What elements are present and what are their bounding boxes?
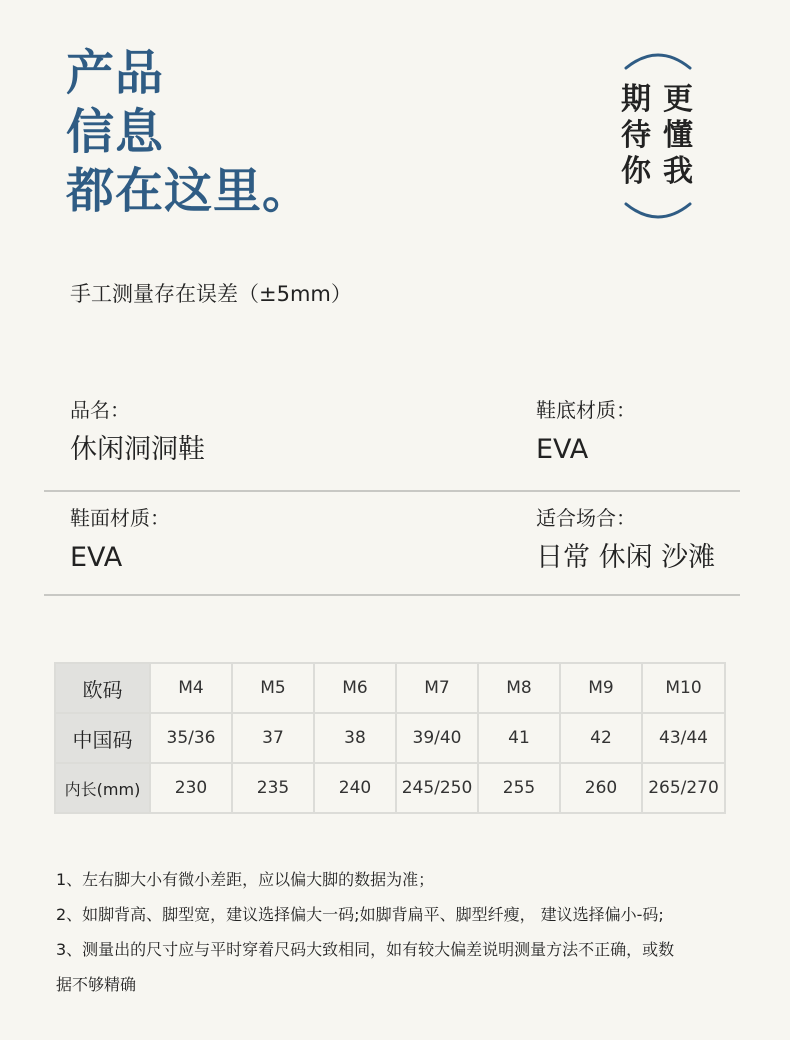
- table-cell: M9: [560, 663, 642, 713]
- info-cell-name: [70, 396, 205, 472]
- info-row: [44, 492, 740, 596]
- table-cell: M10: [642, 663, 725, 713]
- info-value: 休闲洞洞鞋: [70, 434, 205, 465]
- info-row: [44, 386, 740, 492]
- table-cell: M5: [232, 663, 314, 713]
- table-cell: 240: [314, 763, 396, 813]
- table-cell: 38: [314, 713, 396, 763]
- note-item: 据不够精确: [56, 975, 137, 994]
- info-value: 日常 休闲 沙滩: [536, 542, 716, 573]
- table-row: [55, 763, 725, 813]
- size-table: [54, 662, 726, 814]
- info-value: EVA: [536, 434, 589, 465]
- table-cell: 35/36: [150, 713, 232, 763]
- table-cell: 43/44: [642, 713, 725, 763]
- table-cell: 42: [560, 713, 642, 763]
- table-cell: 265/270: [642, 763, 725, 813]
- table-cell: 41: [478, 713, 560, 763]
- table-row: [55, 663, 725, 713]
- table-cell: M7: [396, 663, 478, 713]
- table-cell: 37: [232, 713, 314, 763]
- sizing-notes: [56, 862, 746, 1002]
- info-label: 鞋底材质：: [536, 398, 636, 422]
- slogan-left-column: [617, 82, 655, 190]
- slogan-char: 期: [621, 82, 651, 117]
- info-label: 适合场合：: [536, 506, 636, 530]
- slogan-char: 你: [621, 154, 651, 189]
- product-info: [44, 386, 740, 596]
- info-cell-sole: [536, 396, 636, 472]
- table-cell: 39/40: [396, 713, 478, 763]
- title-line-3: 都在这里。: [66, 163, 312, 219]
- note-item: 3、测量出的尺寸应与平时穿着尺码大致相同，如有较大偏差说明测量方法不正确，或数: [56, 940, 675, 959]
- slogan-char: 我: [663, 154, 693, 189]
- note-item: 1、左右脚大小有微小差距，应以偏大脚的数据为准；: [56, 870, 435, 889]
- row-header: 中国码: [55, 713, 150, 763]
- table-cell: 235: [232, 763, 314, 813]
- table-cell: M8: [478, 663, 560, 713]
- row-header: 欧码: [55, 663, 150, 713]
- table-cell: 245/250: [396, 763, 478, 813]
- bracket-bottom-icon: [612, 200, 704, 224]
- title-line-1: 产品: [66, 45, 165, 101]
- table-cell: 260: [560, 763, 642, 813]
- note-item: 2、如脚背高、脚型宽，建议选择偏大一码;如脚背扁平、脚型纤瘦， 建议选择偏小-码;: [56, 905, 664, 924]
- info-value: EVA: [70, 542, 123, 573]
- title-line-2: 信息: [66, 104, 165, 160]
- bracket-top-icon: [612, 48, 704, 72]
- slogan-char: 更: [663, 82, 693, 117]
- info-label: 品名：: [70, 398, 130, 422]
- slogan-char: 待: [621, 118, 651, 153]
- table-cell: M4: [150, 663, 232, 713]
- page-title: [66, 44, 311, 221]
- row-header: 内长(mm): [55, 763, 150, 813]
- info-cell-upper: [70, 504, 170, 580]
- slogan-char: 懂: [663, 118, 693, 153]
- table-cell: 255: [478, 763, 560, 813]
- table-cell: M6: [314, 663, 396, 713]
- slogan-right-column: [659, 82, 697, 190]
- info-label: 鞋面材质：: [70, 506, 170, 530]
- info-cell-occasion: [536, 504, 715, 580]
- table-row: [55, 713, 725, 763]
- table-cell: 230: [150, 763, 232, 813]
- measurement-note: 手工测量存在误差（±5mm）: [70, 282, 352, 306]
- slogan-badge: [612, 48, 704, 224]
